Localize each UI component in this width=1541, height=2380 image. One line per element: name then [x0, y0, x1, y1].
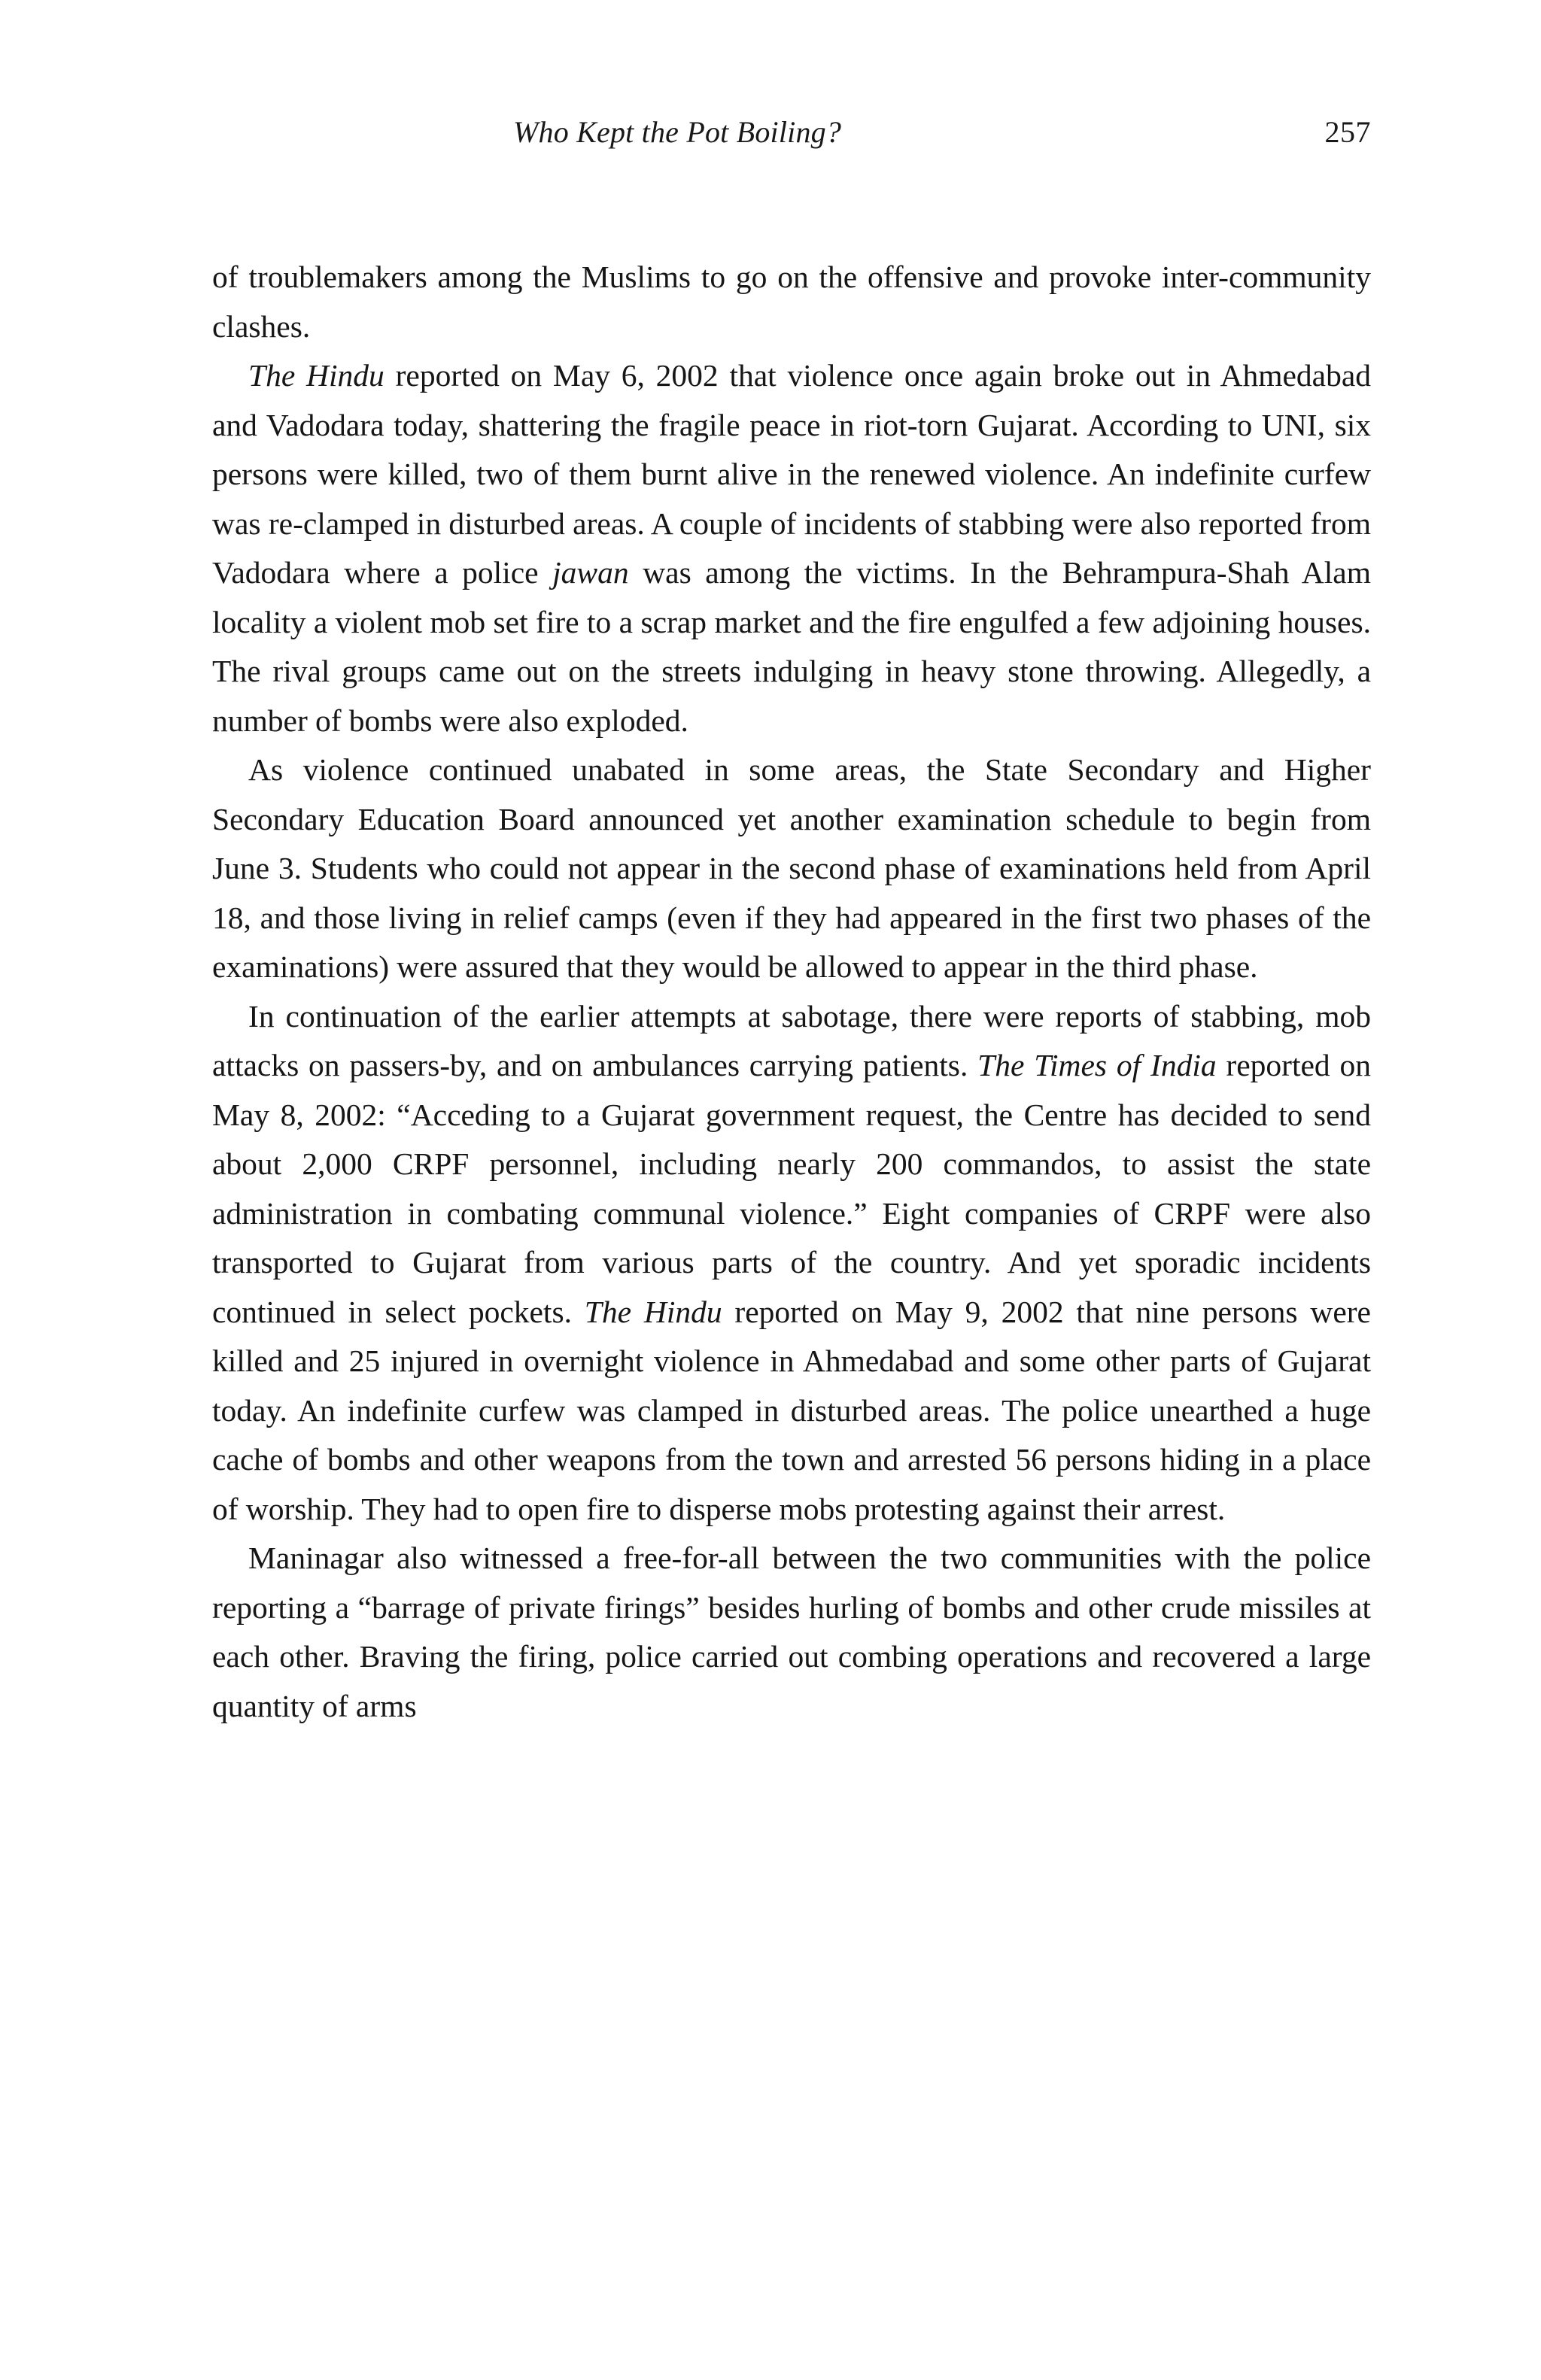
text-run: In continuation of the earlier attempts at sabotage, there were reports of stabbing, mob attacks on passers-by, and on ambulances carrying patients. — [212, 998, 1371, 1082]
running-head-title: Who Kept the Pot Boiling? — [513, 115, 842, 149]
italic-run: The Hindu — [248, 358, 384, 393]
running-head — [212, 114, 1371, 168]
paragraph-p1 — [212, 253, 1371, 351]
text-run: reported on May 9, 2002 that nine persons were killed and 25 injured in overnight violence in Ahmedabad and some other parts of Gujarat today. An indefinite curfew was clamped in disturbed areas. The police unearthed a huge cache of bombs and other weapons from the town and arrested 56 persons hiding in a place of worship. They had to open fire to disperse mobs protesting against their arrest. — [212, 1294, 1371, 1526]
text-run: reported on May 6, 2002 that violence once again broke out in Ahmedabad and Vadodara today, shattering the fragile peace in riot-torn Gujarat. According to UNI, six persons were killed, two of them burnt alive in the renewed violence. An indefinite curfew was re-clamped in disturbed areas. A couple of incidents of stabbing were also reported from Vadodara where a police — [212, 358, 1371, 590]
page-number: 257 — [1324, 115, 1371, 149]
text-run: of troublemakers among the Muslims to go on the offensive and provoke inter-community clashes. — [212, 260, 1371, 344]
paragraph-p5 — [212, 1534, 1371, 1731]
text-run: As violence continued unabated in some areas, the State Secondary and Higher Secondary Education Board announced yet another examination schedule to begin from June 3. Students who could not appear in the second phase of examinations held from April 18, and those living in relief camps (even if they had appeared in the first two phases of the examinations) were assured that they would be allowed to appear in the third phase. — [212, 752, 1371, 984]
text-run: was among the victims. In the Behrampura-Shah Alam locality a violent mob set fire to a scrap market and the fire engulfed a few adjoining houses. The rival groups came out on the streets indulging in heavy stone throwing. Allegedly, a number of bombs were also exploded. — [212, 555, 1371, 738]
paragraph-p2 — [212, 351, 1371, 745]
paragraph-p3 — [212, 745, 1371, 992]
italic-run: The Times of India — [977, 1048, 1217, 1082]
italic-run: The Hindu — [584, 1294, 722, 1329]
paragraph-p4 — [212, 992, 1371, 1535]
text-run: Maninagar also witnessed a free-for-all between the two communities with the police reporting a “barrage of private firings” besides hurling of bombs and other crude missiles at each other. Braving the firing, police carried out combing operations and recovered a large quantity of arms — [212, 1541, 1371, 1723]
body-text-block — [212, 253, 1371, 1731]
text-run: reported on May 8, 2002: “Acceding to a Gujarat government request, the Centre has decided to send about 2,000 CRPF personnel, including nearly 200 commandos, to assist the state administration in combating communal violence.” Eight companies of CRPF were also transported to Gujarat from various parts of the country. And yet sporadic incidents continued in select pockets. — [212, 1048, 1372, 1329]
italic-run: jawan — [552, 555, 629, 590]
